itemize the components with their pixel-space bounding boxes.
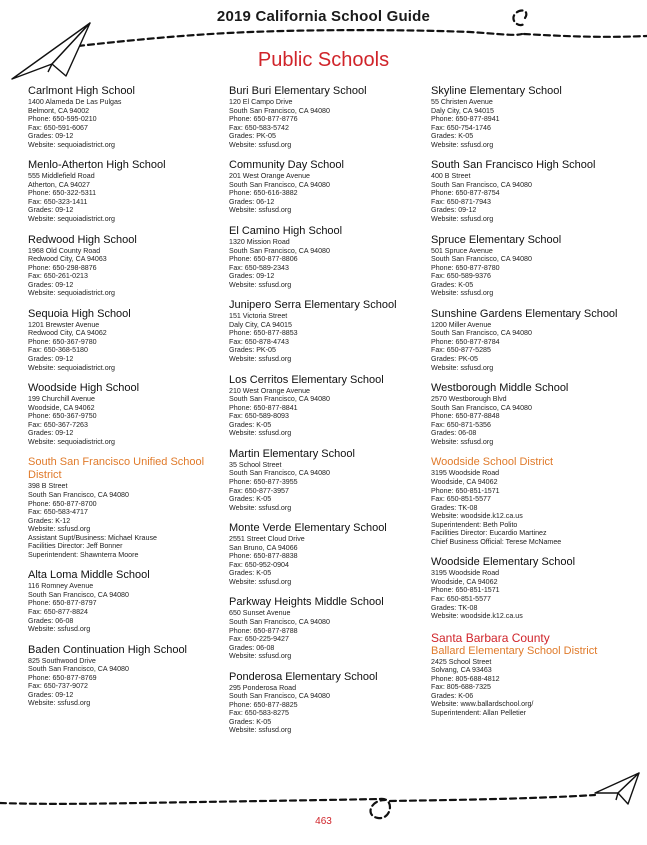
entry-detail-line: Phone: 650-877-8806 (229, 255, 298, 264)
school-entry (229, 671, 425, 735)
school-name: Alta Loma Middle School (28, 569, 150, 582)
section-title: Public Schools (257, 49, 390, 71)
entry-detail-line: 1320 Mission Road (229, 238, 290, 247)
entry-detail-line: Daly City, CA 94015 (229, 320, 292, 329)
school-name: Woodside Elementary School (431, 556, 576, 569)
entry-detail-line: Phone: 650-877-8825 (229, 700, 298, 709)
school-name: Baden Continuation High School (28, 643, 188, 656)
school-entry (431, 556, 627, 620)
entry-detail-line: Fax: 650-877-3957 (229, 486, 289, 495)
school-name: Community Day School (229, 159, 344, 172)
entry-detail-line: Website: ssfusd.org (431, 215, 494, 224)
entry-detail-line: Website: ssfusd.org (431, 437, 494, 446)
top-dashed-path (78, 30, 522, 46)
entry-detail-line: 120 El Campo Drive (229, 98, 293, 106)
entry-detail-line: Fax: 650-952-0904 (229, 560, 289, 569)
school-entry (431, 85, 627, 149)
entry-detail-line: Phone: 650-877-8780 (431, 263, 500, 272)
entry-detail-line: San Bruno, CA 94066 (229, 543, 298, 552)
entry-detail-line: Phone: 650-877-8838 (229, 552, 298, 561)
school-name: Spruce Elementary School (431, 233, 562, 246)
entry-detail-line: Fax: 650-589-2343 (229, 263, 289, 272)
entry-detail-line: Grades: K-05 (229, 495, 272, 504)
entry-detail-line: Website: ssfusd.org (431, 140, 494, 149)
school-name: Ponderosa Elementary School (229, 670, 378, 683)
entry-detail-line: 201 West Orange Avenue (229, 172, 310, 181)
entry-detail-line: Phone: 650-877-8776 (229, 115, 298, 124)
school-entry (229, 225, 425, 289)
school-name: Menlo-Atherton High School (28, 159, 166, 172)
school-entry (229, 299, 425, 363)
entry-detail-line: Superintendent: Shawnterra Moore (28, 550, 139, 559)
school-name: Carlmont High School (28, 85, 135, 97)
entry-detail-line: Fax: 650-851-5577 (431, 495, 491, 504)
entry-detail-line: South San Francisco, CA 94080 (431, 255, 532, 264)
entry-detail-line: Website: ssfusd.org (229, 429, 292, 438)
entry-detail-line: Phone: 650-877-8784 (431, 337, 500, 346)
entry-detail-line: Grades: 09-12 (28, 355, 74, 364)
entry-detail-line: Website: ssfusd.org (431, 363, 494, 372)
entry-detail-line: 116 Romney Avenue (28, 582, 94, 591)
entry-detail-line: Assistant Supt/Business: Michael Krause (28, 533, 157, 542)
entry-detail-line: Woodside, CA 94062 (431, 477, 498, 486)
directory-column-2 (229, 85, 425, 745)
entry-detail-line: South San Francisco, CA 94080 (229, 617, 330, 626)
entry-detail-line: 398 B Street (28, 482, 68, 491)
entry-detail-line: Grades: 09-12 (28, 280, 74, 289)
school-name: Skyline Elementary School (431, 85, 562, 97)
entry-detail-line: Phone: 650-877-8788 (229, 626, 298, 635)
entry-detail-line: 3195 Woodside Road (431, 569, 500, 578)
school-name: Redwood High School (28, 233, 137, 246)
entry-detail-line: South San Francisco, CA 94080 (229, 395, 330, 404)
entry-detail-line: Website: ssfusd.org (229, 503, 292, 512)
entry-detail-line: 825 Southwood Drive (28, 656, 96, 665)
entry-detail-line: Phone: 650-367-9750 (28, 412, 97, 421)
entry-detail-line: Phone: 650-877-8853 (229, 329, 298, 338)
school-entry (229, 522, 425, 586)
school-entry (28, 234, 224, 298)
district-name: Woodside School District (431, 456, 554, 469)
entry-detail-line: Grades: 06-12 (229, 197, 275, 206)
bottom-right-dashed-path (390, 795, 595, 801)
directory-column-3 (431, 85, 627, 727)
entry-detail-line: Website: sequoiadistrict.org (28, 289, 116, 298)
entry-detail-line: Fax: 650-589-9376 (431, 272, 491, 281)
page-number: 463 (315, 816, 332, 827)
school-name: Woodside High School (28, 382, 140, 395)
entry-detail-line: Grades: 09-12 (229, 272, 275, 281)
entry-detail-line: Grades: PK-05 (229, 132, 276, 141)
school-name: Martin Elementary School (229, 447, 355, 460)
entry-detail-line: 55 Christen Avenue (431, 98, 493, 106)
entry-detail-line: Fax: 650-225-9427 (229, 635, 289, 644)
entry-detail-line: Grades: 09-12 (28, 690, 74, 699)
entry-detail-line: Phone: 650-877-8941 (431, 115, 500, 124)
school-entry (229, 85, 425, 149)
entry-detail-line: 1968 Old County Road (28, 246, 101, 255)
entry-detail-line: Redwood City, CA 94062 (28, 329, 107, 338)
entry-detail-line: Website: woodside.k12.ca.us (431, 512, 523, 521)
entry-detail-line: Grades: K-05 (229, 569, 272, 578)
entry-detail-line: Website: ssfusd.org (229, 726, 292, 735)
county-name: Santa Barbara County (431, 630, 550, 645)
school-entry (28, 159, 224, 223)
paper-plane-bottom-right-icon (595, 773, 639, 804)
entry-detail-line: Fax: 650-583-5742 (229, 123, 289, 132)
entry-detail-line: Fax: 805-688-7325 (431, 683, 491, 692)
entry-detail-line: Belmont, CA 94002 (28, 106, 90, 115)
entry-detail-line: 400 B Street (431, 172, 471, 181)
entry-detail-line: Phone: 650-367-9780 (28, 337, 97, 346)
entry-detail-line: Phone: 650-851-1571 (431, 586, 500, 595)
entry-detail-line: Grades: K-05 (229, 717, 272, 726)
school-entry (431, 382, 627, 446)
entry-detail-line: South San Francisco, CA 94080 (431, 403, 532, 412)
top-right-dashed-path (524, 34, 647, 37)
entry-detail-line: Phone: 650-877-8841 (229, 403, 298, 412)
entry-detail-line: Fax: 650-589-8093 (229, 412, 289, 421)
entry-detail-line: Fax: 650-871-7943 (431, 197, 491, 206)
entry-detail-line: South San Francisco, CA 94080 (431, 329, 532, 338)
entry-detail-line: South San Francisco, CA 94080 (229, 180, 330, 189)
school-entry (431, 308, 627, 372)
entry-detail-line: Grades: 09-12 (431, 206, 477, 215)
entry-detail-line: South San Francisco, CA 94080 (28, 590, 129, 599)
directory-column-1 (28, 85, 224, 718)
school-name: Los Cerritos Elementary School (229, 373, 384, 386)
entry-detail-line: Grades: 09-12 (28, 132, 74, 141)
entry-detail-line: 1400 Alameda De Las Pulgas (28, 98, 122, 106)
entry-detail-line: Grades: K-06 (431, 691, 474, 700)
entry-detail-line: Phone: 650-616-3882 (229, 189, 298, 198)
school-name: Westborough Middle School (431, 382, 569, 395)
entry-detail-line: 2551 Street Cloud Drive (229, 535, 305, 544)
entry-detail-line: South San Francisco, CA 94080 (431, 180, 532, 189)
entry-detail-line: Grades: PK-05 (431, 355, 478, 364)
entry-detail-line: Fax: 650-323-1411 (28, 197, 88, 206)
bottom-dashed-path (0, 799, 380, 804)
entry-detail-line: 295 Ponderosa Road (229, 683, 297, 692)
school-entry (229, 448, 425, 512)
school-entry (229, 596, 425, 660)
guide-title: 2019 California School Guide (216, 8, 431, 25)
school-entry (28, 85, 224, 149)
entry-detail-line: Website: ssfusd.org (229, 355, 292, 364)
entry-detail-line: Fax: 650-591-6067 (28, 123, 88, 132)
entry-detail-line: 501 Spruce Avenue (431, 246, 493, 255)
entry-detail-line: Website: ssfusd.org (28, 625, 91, 634)
entry-detail-line: Website: ssfusd.org (431, 289, 494, 298)
entry-detail-line: South San Francisco, CA 94080 (229, 692, 330, 701)
entry-detail-line: Fax: 650-261-0213 (28, 272, 88, 281)
entry-detail-line: 2570 Westborough Blvd (431, 395, 507, 404)
school-name: Sunshine Gardens Elementary School (431, 307, 618, 320)
entry-detail-line: Fax: 650-877-5285 (431, 346, 491, 355)
entry-detail-line: Website: www.ballardschool.org/ (431, 700, 534, 709)
entry-detail-line: Website: ssfusd.org (229, 652, 292, 661)
school-name: El Camino High School (229, 225, 343, 238)
entry-detail-line: Grades: K-05 (431, 280, 474, 289)
entry-detail-line: Daly City, CA 94015 (431, 106, 494, 115)
entry-detail-line: Fax: 650-754-1746 (431, 123, 491, 132)
district-name: South San Francisco Unified School District (28, 456, 205, 482)
entry-detail-line: Facilities Director: Eucardio Martinez (431, 529, 547, 538)
entry-detail-line: Website: ssfusd.org (229, 577, 292, 586)
entry-detail-line: Phone: 650-877-8700 (28, 499, 97, 508)
entry-detail-line: Grades: PK-05 (229, 346, 276, 355)
school-entry (229, 374, 425, 438)
school-entry (431, 159, 627, 223)
school-name: Monte Verde Elementary School (229, 522, 387, 535)
entry-detail-line: Grades: 09-12 (28, 429, 74, 438)
school-name: Sequoia High School (28, 307, 131, 320)
entry-detail-line: Grades: K-05 (431, 132, 474, 141)
entry-detail-line: Website: ssfusd.org (28, 699, 91, 708)
entry-detail-line: 2425 School Street (431, 657, 492, 666)
entry-detail-line: Grades: K-12 (28, 516, 71, 525)
entry-detail-line: Fax: 650-871-5356 (431, 420, 491, 429)
entry-detail-line: Superintendent: Beth Polito (431, 520, 518, 529)
entry-detail-line: South San Francisco, CA 94080 (28, 665, 129, 674)
entry-detail-line: Phone: 650-877-8848 (431, 412, 500, 421)
entry-detail-line: Grades: 09-12 (28, 206, 74, 215)
entry-detail-line: Website: sequoiadistrict.org (28, 140, 116, 149)
district-entry (431, 631, 627, 718)
entry-detail-line: Website: sequoiadistrict.org (28, 215, 116, 224)
entry-detail-line: Chief Business Official: Terese McNamee (431, 537, 562, 546)
entry-detail-line: 210 West Orange Avenue (229, 386, 310, 395)
district-name: Ballard Elementary School District (431, 644, 598, 657)
entry-detail-line: Grades: 06-08 (431, 429, 477, 438)
entry-detail-line: 199 Churchill Avenue (28, 395, 95, 404)
entry-detail-line: South San Francisco, CA 94080 (229, 469, 330, 478)
entry-detail-line: Grades: TK-08 (431, 503, 478, 512)
entry-detail-line: Atherton, CA 94027 (28, 180, 90, 189)
entry-detail-line: Fax: 650-368-5180 (28, 346, 88, 355)
entry-detail-line: Solvang, CA 93463 (431, 666, 492, 675)
entry-detail-line: Website: sequoiadistrict.org (28, 437, 116, 446)
entry-detail-line: Website: woodside.k12.ca.us (431, 612, 523, 621)
entry-detail-line: Grades: TK-08 (431, 603, 478, 612)
entry-detail-line: Phone: 805-688-4812 (431, 674, 500, 683)
school-entry (28, 308, 224, 372)
entry-detail-line: Fax: 650-583-4717 (28, 508, 88, 517)
entry-detail-line: 35 School Street (229, 460, 282, 469)
entry-detail-line: Woodside, CA 94062 (28, 403, 95, 412)
entry-detail-line: Grades: 06-08 (229, 643, 275, 652)
entry-detail-line: Phone: 650-851-1571 (431, 486, 500, 495)
entry-detail-line: Superintendent: Allan Pelletier (431, 708, 527, 717)
entry-detail-line: 3195 Woodside Road (431, 469, 500, 478)
entry-detail-line: Fax: 650-367-7263 (28, 420, 88, 429)
district-entry (28, 456, 224, 559)
entry-detail-line: Facilities Director: Jeff Bonner (28, 542, 123, 551)
entry-detail-line: Phone: 650-877-8769 (28, 673, 97, 682)
school-entry (431, 234, 627, 298)
entry-detail-line: 1201 Brewster Avenue (28, 320, 100, 329)
school-entry (28, 569, 224, 633)
entry-detail-line: Phone: 650-298-8876 (28, 263, 97, 272)
entry-detail-line: South San Francisco, CA 94080 (28, 490, 129, 499)
school-name: Junipero Serra Elementary School (229, 299, 397, 312)
entry-detail-line: South San Francisco, CA 94080 (229, 106, 330, 115)
school-name: South San Francisco High School (431, 159, 596, 172)
school-name: Buri Buri Elementary School (229, 85, 367, 97)
entry-detail-line: Website: ssfusd.org (229, 206, 292, 215)
entry-detail-line: 151 Victoria Street (229, 312, 288, 321)
entry-detail-line: 555 Middlefield Road (28, 172, 95, 181)
entry-detail-line: South San Francisco, CA 94080 (229, 246, 330, 255)
entry-detail-line: Fax: 650-878-4743 (229, 337, 289, 346)
school-entry (28, 644, 224, 708)
entry-detail-line: Fax: 650-851-5577 (431, 594, 491, 603)
entry-detail-line: Phone: 650-877-3955 (229, 477, 298, 486)
entry-detail-line: Phone: 650-595-0210 (28, 115, 97, 124)
entry-detail-line: 650 Sunset Avenue (229, 609, 291, 618)
entry-detail-line: Fax: 650-737-9072 (28, 682, 88, 691)
entry-detail-line: 1200 Miller Avenue (431, 320, 492, 329)
entry-detail-line: Fax: 650-583-8275 (229, 709, 289, 718)
entry-detail-line: Website: ssfusd.org (229, 280, 292, 289)
entry-detail-line: Phone: 650-877-8754 (431, 189, 500, 198)
entry-detail-line: Redwood City, CA 94063 (28, 255, 107, 264)
entry-detail-line: Phone: 650-322-5311 (28, 189, 97, 198)
entry-detail-line: Website: sequoiadistrict.org (28, 363, 116, 372)
entry-detail-line: Grades: 06-08 (28, 616, 74, 625)
entry-detail-line: Website: ssfusd.org (229, 140, 292, 149)
district-entry (431, 456, 627, 546)
entry-detail-line: Website: ssfusd.org (28, 525, 91, 534)
entry-detail-line: Grades: K-05 (229, 420, 272, 429)
school-entry (229, 159, 425, 215)
entry-detail-line: Fax: 650-877-8824 (28, 607, 88, 616)
school-name: Parkway Heights Middle School (229, 596, 384, 609)
school-entry (28, 382, 224, 446)
entry-detail-line: Phone: 650-877-8797 (28, 599, 97, 608)
entry-detail-line: Woodside, CA 94062 (431, 577, 498, 586)
